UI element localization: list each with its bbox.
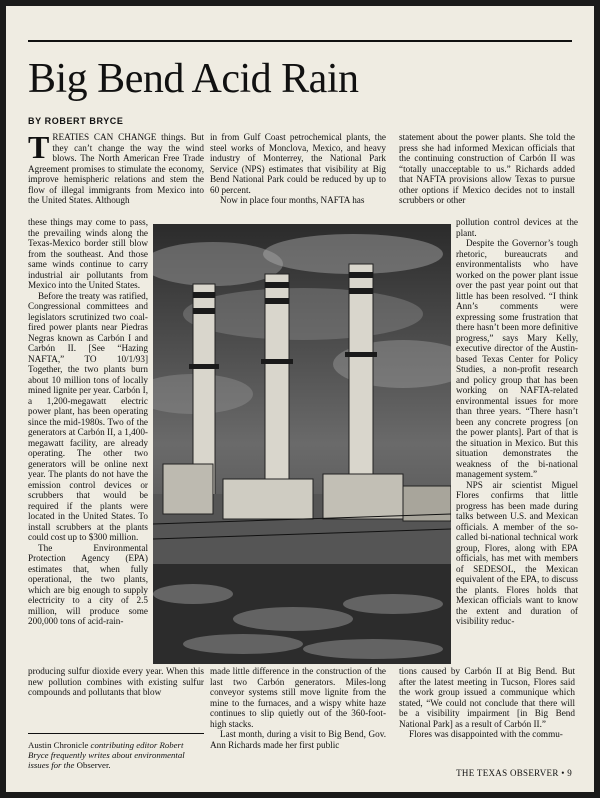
bio-text: contributing editor Robert Bryce frequently writes about environmental issues for the [28, 740, 185, 771]
column-1-bottom [28, 666, 204, 698]
paragraph: producing sulfur dioxide every year. When this new pollution combines with existing sulfur compounds and pollutants that blow [28, 666, 204, 697]
byline: BY ROBERT BRYCE [28, 116, 124, 126]
bio-publication: Austin Chronicle [28, 740, 89, 750]
paragraph: Before the treaty was ratified, Congressional committees and legislators scrutinized two coal-fired power plants near Piedras Negras known as Carbón I and Carbón II. [See “Hazing NAFTA,” TO 10/1/93] Together, the two plants burn about 10 million tons of locally mined lignite per year. Carbón I, a 1,200-megawatt electric power plant, has been operating since the mid-1980s. Two of the generators at Carbón II, a 1,400-megawatt facility, are already operating. The other two generators will be online next year. The plants do not have the emission control devices or scrubbers that would be required if the plants were located in the United States. To install scrubbers at the plants could cost up to $300 million. [28, 290, 148, 542]
power-plant-photo [153, 224, 451, 664]
author-bio [28, 740, 206, 771]
page-footer: THE TEXAS OBSERVER • 9 [456, 768, 572, 778]
paragraph: statement about the power plants. She told the press she had informed Mexican officials that the continuing construction of Carbón II was “totally unacceptable to us.” Richards added that NAFTA provisions allow Texas to pursue other options if Mexico decides not to install scrubbers or other [399, 132, 575, 205]
headline: Big Bend Acid Rain [28, 56, 359, 102]
lead-paragraph: REATIES CAN CHANGE things. But they can’t change the way the wind blows. The North American Free Trade Agreement promises to stimulate the economy, improve hemispheric relations and stem the flow of illegal immigrants from Mexico into the United States. Although [28, 132, 204, 205]
bio-end: . [108, 760, 111, 771]
column-2-bottom [210, 666, 386, 750]
column-1-narrow [28, 217, 148, 627]
paragraph: made little difference in the construction of the last two Carbón generators. Miles-long conveyor systems still move lignite from the mine to the furnaces, and a wispy white haze continues to slip quietly out of the 360-foot-high stacks. [210, 666, 386, 729]
smokestacks-illustration [153, 224, 451, 664]
paragraph: Now in place four months, NAFTA has [220, 195, 365, 205]
paragraph: Last month, during a visit to Big Bend, Gov. Ann Richards made her first public [210, 729, 386, 750]
paragraph: Flores was disappointed with the commu- [409, 729, 563, 739]
paragraph: pollution control devices at the plant. [456, 217, 578, 238]
drop-cap: T [28, 129, 50, 165]
paragraph: these things may come to pass, the prevailing winds along the Texas-Mexico border still blow from the southeast. And those same winds continue to carry industrial air pollutants from Mexico into the United States. [28, 217, 148, 290]
paragraph: tions caused by Carbón II at Big Bend. But after the latest meeting in Tucson, Flores said the work group issued a communique which stated, “We could not conclude that there will be a visibility impairment [in Big Bend National Park] as a result of Carbón II.” [399, 666, 575, 729]
column-3-bottom [399, 666, 575, 740]
top-rule [28, 40, 572, 42]
paragraph: The Environmental Protection Agency (EPA) estimates that, when fully operational, the two plants, which are big enough to supply electricity to a city of 2.5 million, will produce some 200,000 tons of acid-rain- [28, 542, 148, 626]
column-1-top [28, 129, 204, 206]
column-2-top [210, 132, 386, 206]
column-3-narrow [456, 217, 578, 627]
column-3-top [399, 132, 575, 206]
bio-rule [28, 733, 204, 734]
paragraph: Despite the Governor’s tough rhetoric, bureaucrats and environmentalists who have worked on the power plant issue over the past year point out that little has been resolved. “I think Ann’s comments were expressing some frustration that there hasn’t been more definitive progress,” says Mary Kelly, executive director of the Austin-based Texas Center for Policy Studies, a non-profit research and policy group that has been working on NAFTA-related environmental issues for more than three years. “There hasn’t been any concrete progress [on the power plants]. Part of that is the situation in Mexico. But this situation demonstrates the weakness of the bi-national management system.” [456, 238, 578, 479]
paragraph: in from Gulf Coast petrochemical plants, the steel works of Monclova, Mexico, and heavy industry of Monterrey, the National Park Service (NPS) estimates that visibility at Big Bend National Park could be reduced by up to 60 percent. [210, 132, 386, 195]
bio-pub-name: Observer [76, 760, 109, 771]
magazine-page [6, 6, 594, 792]
paragraph: NPS air scientist Miguel Flores confirms that little progress has been made during talks between U.S. and Mexican officials. A member of the so-called bi-national technical work group, Flores, along with EPA officials, has met with members of SEDESOL, the Mexican equivalent of the EPA, to discuss the plants. Flores holds that Mexican officials want to know the extent and duration of visibility reduc- [456, 479, 578, 626]
